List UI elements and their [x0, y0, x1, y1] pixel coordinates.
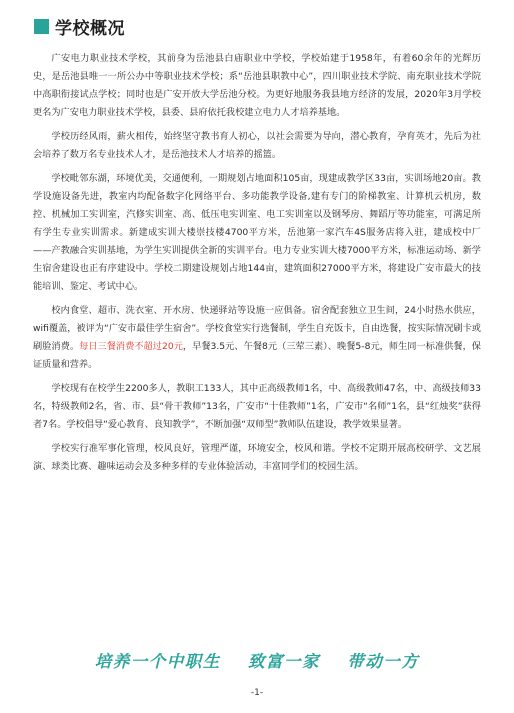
paragraph-mission: 学校历经风雨，薪火相传，始终坚守教书育人初心，以社会需要为导向，潜心教育，孕育英才，先后为社会培养了数万名专业技术人才，是岳池技术人才培养的摇篮。: [33, 131, 481, 160]
slogan-banner: [0, 648, 514, 672]
heading-marker-square: [34, 19, 49, 34]
heading-title: 学校概况: [55, 19, 125, 39]
slogan-part-3: 带动一方: [347, 652, 420, 671]
campus-life-text-end: ，早餐3.5元、午餐8元（三荤三素）、晚餐5-8元，师生同一标准供餐，保证质量和营养。: [33, 341, 481, 370]
body-text: [33, 50, 481, 482]
slogan-part-2: 致富一家: [248, 652, 320, 671]
page-number: -1-: [250, 688, 264, 698]
campus-life-text-start: 校内食堂、超市、洗衣室、开水房、快递驿站等设施一应俱备。宿舍配套独立卫生间，24小时热水供应，wifi覆盖，被评为“广安市最佳学生宿舍”。学校食堂实行选餐制，学生自充饭卡，自由选餐，按实际情况刷卡或刷脸消费。: [33, 305, 481, 352]
meal-cost-highlight: 每日三餐消费不超过20元: [79, 341, 183, 352]
slogan-part-1: 培养一个中职生: [94, 652, 221, 671]
paragraph-campus-life: [33, 302, 481, 374]
paragraph-history: 广安电力职业技术学校，其前身为岳池县白庙职业中学校，学校始建于1958年，有着60余年的光辉历史，是岳池县唯一一所公办中等职业技术学校；系“岳池县职教中心”，四川职业技术学院、南充职业技术学院中高职衔接试点学校；同时也是广安开放大学岳池分校。为更好地服务我县地方经济的发展，2020年3月学校更名为广安电力职业技术学校，县委、县府依托我校建立电力人才培养基地。: [33, 53, 481, 118]
paragraph-facilities: 学校毗邻东湖，环境优美，交通便利，一期规划占地面积105亩，现建成教学区33亩，实训场地20亩。教学设施设备先进，教室内均配备数字化网络平台、多功能教学设备,建有专门的阶梯教室、计算机云机房，数控、机械加工实训室，汽修实训室、高、低压电实训室、电工实训室以及钢琴房、舞蹈厅等功能室，可满足所有学生专业实训需求。新建成实训大楼崇技楼4700平方米，岳池第一家汽车4S服务店将入驻，建成校中厂——产教融合实训基地，为学生实训提供全新的实训平台。电力专业实训大楼7000平方米，标准运动场、新学生宿舍建设也正有序建设中。学校二期建设规划占地144亩，建筑面积27000平方米，将建设广安市最大的技能培训、鉴定、考试中心。: [33, 173, 481, 292]
paragraph-management: 学校实行准军事化管理，校风良好，管理严谨，环境安全，校风和谐。学校不定期开展高校研学、文艺展演、球类比赛、趣味运动会及多种多样的专业体验活动，丰富同学们的校园生活。: [33, 443, 481, 472]
section-heading: [34, 14, 125, 39]
paragraph-staff: 学校现有在校学生2200多人，教职工133人，其中正高级教师1名，中、高级教师47名，中、高级技师33名，特级教师2名，省、市、县“骨干教师”13名，广安市“十佳教师”1名，广安市“名师”1名，县“红烛奖”获得者7名。学校倡导“爱心教育、良知教学”，不断加强“双师型”教师队伍建设，教学效果显著。: [33, 383, 481, 430]
